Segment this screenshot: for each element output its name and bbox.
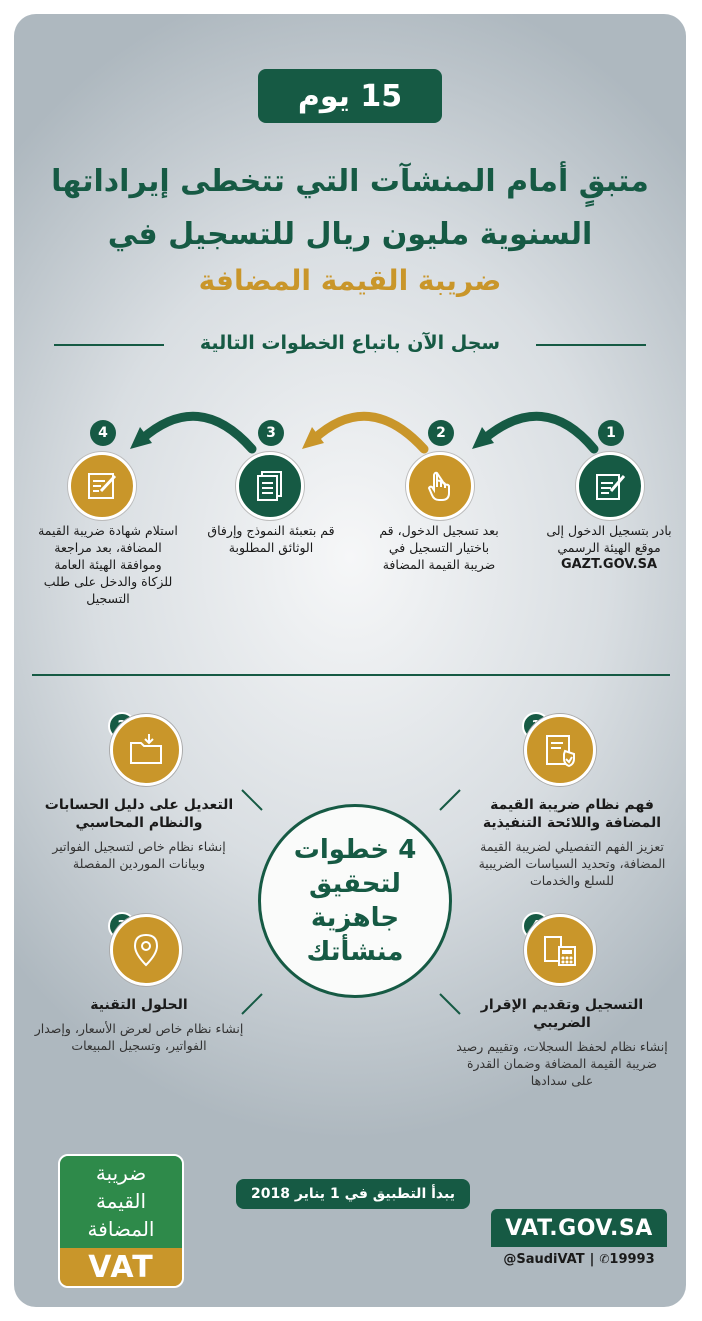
readiness-4-circle <box>524 914 596 986</box>
step-4-number: 4 <box>90 420 116 446</box>
vat-logo-arabic <box>60 1156 182 1248</box>
step-1-number: 1 <box>598 420 624 446</box>
days-remaining-badge: 15 يوم <box>258 69 442 123</box>
readiness-4-title: التسجيل وتقديم الإقرار الضريبي <box>480 997 644 1031</box>
tick-top-left <box>242 790 262 810</box>
readiness-1-title: فهم نظام ضريبة القيمة المضافة واللائحة التنفيذية <box>482 797 662 831</box>
readiness-4-desc: إنشاء نظام لحفظ السجلات، وتقييم رصيد ضريبة القيمة المضافة وضمان القدرة على سدادها <box>456 1039 668 1088</box>
readiness-2-title: التعديل على دليل الحسابات والنظام المحاسبي <box>44 797 234 831</box>
step-4-circle <box>68 452 136 520</box>
section-divider <box>32 674 670 676</box>
step-1-desc: بادر بتسجيل الدخول إلى موقع الهيئة الرسمي <box>546 523 672 555</box>
infographic-frame <box>14 14 686 1307</box>
readiness-3-block <box>34 996 244 1054</box>
documents-icon <box>253 469 287 503</box>
policy-document-icon <box>541 731 579 769</box>
phone-number[interactable]: 19993 <box>609 1251 655 1267</box>
step-3-number: 3 <box>258 420 284 446</box>
arrow-3-4 <box>142 416 252 449</box>
step-1-circle <box>576 452 644 520</box>
phone-icon: ✆ <box>599 1252 610 1266</box>
step-3-text: قم بتعبئة النموذج وإرفاق الوثائق المطلوبة <box>207 523 335 555</box>
subheading-text: سجل الآن باتباع الخطوات التالية <box>199 332 501 354</box>
certificate-icon <box>85 469 119 503</box>
step-1-text <box>544 522 674 573</box>
readiness-2-circle <box>110 714 182 786</box>
separator: | <box>589 1251 595 1267</box>
logo-line-2: القيمة <box>95 1189 147 1213</box>
calculator-icon <box>541 931 579 969</box>
location-pin-icon <box>127 931 165 969</box>
step-2-number: 2 <box>428 420 454 446</box>
step-2-text: بعد تسجيل الدخول، قم باختيار التسجيل في ضريبة القيمة المضافة <box>379 523 499 572</box>
readiness-3-circle <box>110 914 182 986</box>
headline-line-1: متبقٍ أمام المنشآت التي تتخطى إيراداتها <box>51 164 649 199</box>
readiness-1-desc: تعزيز الفهم التفصيلي لضريبة القيمة المضافة، وتحديد السياسات الضريبية للسلع والخدمات <box>478 839 666 888</box>
readiness-center-text: 4 خطوات لتحقيق جاهزية منشأتك <box>293 835 417 967</box>
readiness-center-circle <box>258 804 452 998</box>
start-date-badge: يبدأ التطبيق في 1 يناير 2018 <box>236 1179 470 1209</box>
readiness-4-block <box>454 996 670 1089</box>
step-3-circle <box>236 452 304 520</box>
logo-line-1: ضريبة <box>95 1161 147 1185</box>
edit-form-icon <box>593 469 627 503</box>
vat-logo <box>58 1154 184 1288</box>
folder-download-icon <box>127 731 165 769</box>
logo-line-3: المضافة <box>87 1217 155 1241</box>
twitter-handle[interactable]: @SaudiVAT <box>503 1251 585 1267</box>
arrow-2-3 <box>314 416 424 449</box>
readiness-3-desc: إنشاء نظام خاص لعرض الأسعار، وإصدار الفواتير، وتسجيل المبيعات <box>34 1021 244 1053</box>
tick-bottom-left <box>242 994 262 1014</box>
readiness-2-block <box>34 796 244 872</box>
step-2-circle <box>406 452 474 520</box>
step-1-site: GAZT.GOV.SA <box>560 557 658 572</box>
website-link[interactable]: VAT.GOV.SA <box>491 1209 667 1247</box>
vat-logo-text: VAT <box>60 1248 182 1286</box>
readiness-3-title: الحلول التقنية <box>90 997 188 1013</box>
hand-pointer-icon <box>423 469 457 503</box>
subheading <box>54 326 646 366</box>
headline-line-3: ضريبة القيمة المضافة <box>198 264 502 297</box>
contact-handles <box>491 1247 667 1271</box>
headline-line-2: السنوية مليون ريال للتسجيل في <box>107 217 593 252</box>
step-4-text: استلام شهادة ضريبة القيمة المضافة، بعد مراجعة وموافقة الهيئة العامة للزكاة والدخل على طلب التسجيل <box>38 523 178 606</box>
readiness-2-desc: إنشاء نظام خاص لتسجيل الفواتير وبيانات الموردين المفصلة <box>52 839 226 871</box>
arrow-1-2 <box>484 416 594 449</box>
tick-top-right <box>440 790 460 810</box>
readiness-1-circle <box>524 714 596 786</box>
readiness-1-block <box>474 796 670 889</box>
